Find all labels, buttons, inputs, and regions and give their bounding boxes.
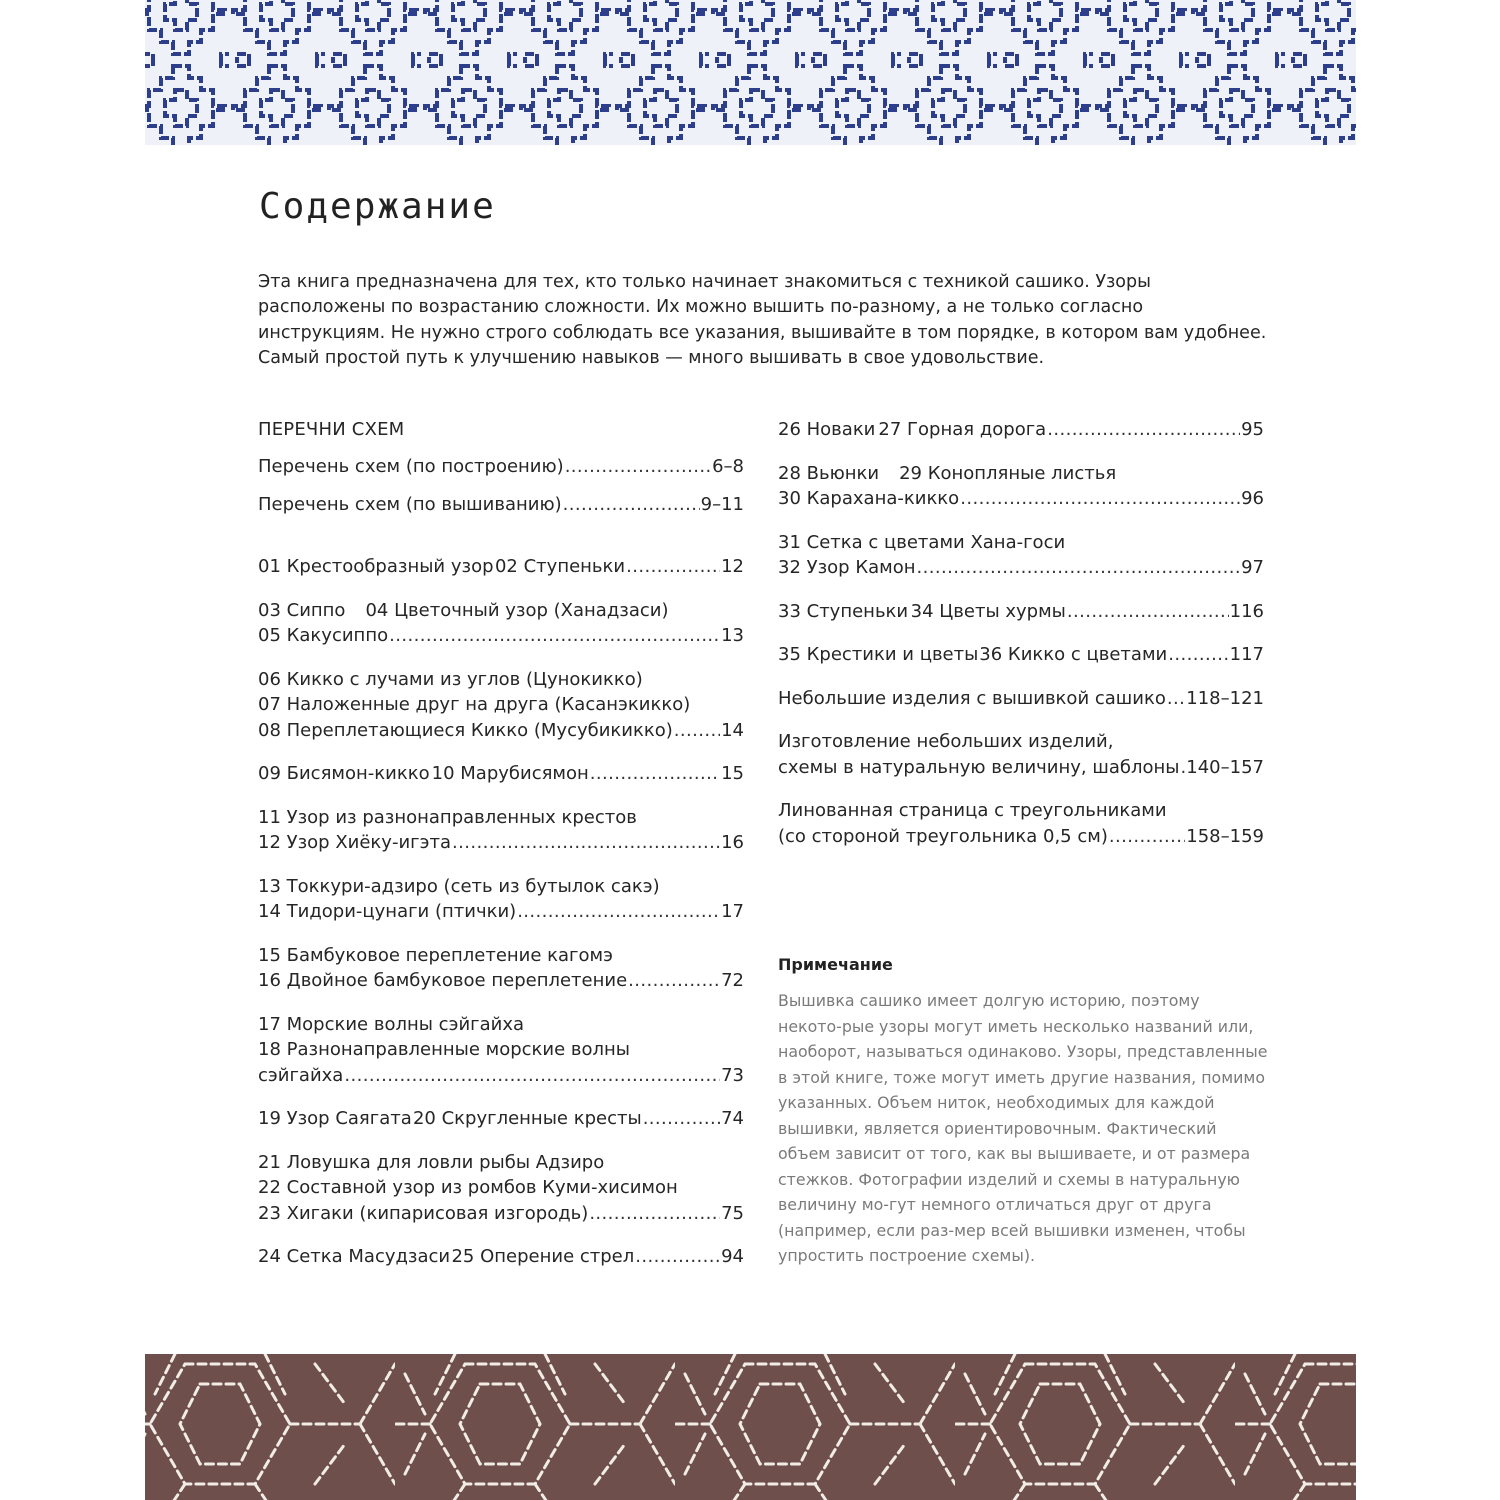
dot-leader xyxy=(517,899,720,925)
page-number: 75 xyxy=(721,1202,744,1224)
toc-label: (со стороной треугольника 0,5 см) xyxy=(778,825,1108,847)
dot-leader xyxy=(563,492,700,518)
dot-leader xyxy=(1067,599,1229,625)
page-number: 118–121 xyxy=(1186,687,1264,709)
dot-leader xyxy=(1168,642,1228,668)
dot-leader xyxy=(590,761,720,787)
dot-leader xyxy=(565,454,711,480)
pattern-title: 28 Вьюнки xyxy=(778,462,880,484)
pattern-title: 05 Какусиппо xyxy=(258,625,389,646)
page-number: 13 xyxy=(721,625,744,646)
pattern-title: 11 Узор из разнонаправленных крестов xyxy=(258,806,637,828)
dot-leader xyxy=(626,554,720,580)
pattern-title: 01 Крестообразный узор xyxy=(258,556,494,577)
dot-leader xyxy=(643,1106,720,1132)
page-number: 96 xyxy=(1241,488,1264,509)
pattern-title: 33 Ступеньки xyxy=(778,600,909,622)
page-number: 14 xyxy=(721,719,744,741)
pattern-title: 18 Разнонаправленные морские волны xyxy=(258,1039,631,1060)
page-number: 12 xyxy=(721,556,744,577)
dot-leader xyxy=(1180,755,1185,781)
pattern-title: 09 Бисямон-кикко xyxy=(258,763,430,784)
page-number: 17 xyxy=(721,901,744,922)
pattern-title: 15 Бамбуковое переплетение кагомэ xyxy=(258,944,613,966)
page-number: 116 xyxy=(1229,600,1264,622)
toc-entry[interactable] xyxy=(258,805,744,856)
pattern-title: 04 Цветочный узор (Ханадзаси) xyxy=(365,599,669,621)
page-number: 158–159 xyxy=(1186,825,1264,847)
pattern-title: 27 Горная дорога xyxy=(878,419,1047,440)
pattern-title: 13 Токкури-адзиро (сеть из бутылок сакэ) xyxy=(258,875,660,897)
page-number: 117 xyxy=(1229,644,1264,665)
top-sashiko-banner xyxy=(145,0,1356,145)
dot-leader xyxy=(1109,824,1185,850)
toc-entry[interactable] xyxy=(258,554,744,580)
pattern-title: 02 Ступеньки xyxy=(494,556,626,577)
toc-entry[interactable] xyxy=(778,530,1264,581)
page-number: 16 xyxy=(721,832,744,853)
toc-entry-list-construction[interactable] xyxy=(258,454,744,480)
toc-entry[interactable] xyxy=(258,1150,744,1227)
dot-leader xyxy=(1047,417,1240,443)
page-number: 72 xyxy=(721,970,744,991)
dot-leader xyxy=(917,555,1241,581)
dot-leader xyxy=(960,486,1240,512)
pattern-title: 07 Наложенные друг на друга (Касанэкикко) xyxy=(258,694,691,715)
pattern-title: 08 Переплетающиеся Кикко (Мусубикикко) xyxy=(258,719,673,741)
dot-leader xyxy=(628,968,720,994)
pattern-title: 29 Конопляные листья xyxy=(899,462,1117,484)
toc-label: Перечень схем (по вышиванию) xyxy=(258,493,562,515)
pattern-title: 17 Морские волны сэйгайха xyxy=(258,1013,525,1035)
page-number: 95 xyxy=(1241,419,1264,440)
page-number: 9–11 xyxy=(700,493,744,515)
pattern-title: 12 Узор Хиёку-игэта xyxy=(258,832,451,853)
toc-entry[interactable] xyxy=(258,1106,744,1132)
dot-leader xyxy=(674,718,720,744)
toc-label: Перечень схем (по построению) xyxy=(258,456,564,477)
pattern-title: 23 Хигаки (кипарисовая изгородь) xyxy=(258,1202,589,1224)
pattern-title: 30 Карахана-кикко xyxy=(778,488,960,509)
toc-entry-list-stitching[interactable] xyxy=(258,492,744,518)
page-number: 74 xyxy=(721,1108,744,1129)
pattern-title: 26 Новаки xyxy=(778,419,876,440)
section-heading: ПЕРЕЧНИ СХЕМ xyxy=(258,419,405,440)
pattern-title: 06 Кикко с лучами из углов (Цунокикко) xyxy=(258,668,643,690)
toc-entry[interactable] xyxy=(778,417,1264,443)
toc-entry[interactable] xyxy=(258,943,744,994)
toc-entry[interactable] xyxy=(778,461,1264,512)
toc-entry[interactable] xyxy=(258,667,744,744)
note-text: Вышивка сашико имеет долгую историю, поэтому некото-рые узоры могут иметь несколько названий или, наоборот, называться одинаково. Узоры, представленные в этой книге, тоже могут иметь другие названия, помимо указанных. Объем ниток, необходимых для каждой вышивки, является ориентировочным. Фактический объем зависит от того, как вы вышиваете, и от размера стежков. Фотографии изделий и схемы в натуральную величину мо-гут немного отличаться друг от друга (например, если раз-мер всей вышивки изменен, чтобы упростить построение схемы). xyxy=(778,991,1268,1265)
toc-entry-lined-page[interactable] xyxy=(778,798,1264,849)
toc-entry-making-items[interactable] xyxy=(778,729,1264,780)
toc-label: Линованная страница с треугольниками xyxy=(778,800,1167,821)
dot-leader xyxy=(1167,686,1185,712)
pattern-title: 14 Тидори-цунаги (птички) xyxy=(258,901,517,922)
note-block xyxy=(778,952,1268,1269)
page-number: 94 xyxy=(721,1246,744,1267)
toc-entry[interactable] xyxy=(778,599,1264,625)
toc-entry[interactable] xyxy=(258,1012,744,1089)
toc-entry[interactable] xyxy=(258,874,744,925)
toc-entry[interactable] xyxy=(258,598,744,649)
intro-paragraph: Эта книга предназначена для тех, кто только начинает знакомиться с техникой сашико. Узоры расположены по возрастанию сложности. Их можно вышить по-разному, а не только согласно инструкциям. Не нужно строго соблюдать все указания, вышивайте в том порядке, в котором вам удобнее. Самый простой путь к улучшению навыков — много вышивать в свое удовольствие. xyxy=(258,272,1267,368)
dot-leader xyxy=(452,830,720,856)
pattern-title: 31 Сетка с цветами Хана-госи xyxy=(778,531,1066,553)
page-title: Содержание xyxy=(259,186,496,227)
pattern-title: сэйгайха xyxy=(258,1064,344,1086)
pattern-title: 21 Ловушка для ловли рыбы Адзиро xyxy=(258,1151,605,1173)
pattern-title: 25 Оперение стрел xyxy=(451,1246,635,1267)
pattern-title: 34 Цветы хурмы xyxy=(910,600,1066,622)
toc-entry[interactable] xyxy=(258,1244,744,1270)
pattern-title: 36 Кикко с цветами xyxy=(979,644,1168,665)
pattern-title: 35 Крестики и цветы xyxy=(778,644,979,665)
page-number: 97 xyxy=(1241,557,1264,578)
pattern-title: 22 Составной узор из ромбов Куми-хисимон xyxy=(258,1177,678,1198)
pattern-title: 16 Двойное бамбуковое переплетение xyxy=(258,970,628,991)
brown-sashiko-pattern xyxy=(145,1354,1356,1500)
toc-entry-small-items[interactable] xyxy=(778,686,1264,712)
page-number: 6–8 xyxy=(712,456,744,477)
blue-sashiko-pattern xyxy=(145,0,1356,145)
pattern-title: 32 Узор Камон xyxy=(778,557,916,578)
dot-leader xyxy=(589,1201,720,1227)
pattern-title: 03 Сиппо xyxy=(258,599,346,621)
toc-entry[interactable] xyxy=(258,761,744,787)
bottom-sashiko-banner xyxy=(145,1354,1356,1500)
page-number: 73 xyxy=(721,1064,744,1086)
dot-leader xyxy=(344,1063,720,1089)
dot-leader xyxy=(389,623,720,649)
toc-left-column xyxy=(258,417,744,1270)
pattern-title: 19 Узор Саягата xyxy=(258,1108,412,1129)
pattern-title: 10 Марубисямон xyxy=(431,763,589,784)
dot-leader xyxy=(635,1244,720,1270)
pattern-title: 20 Скругленные кресты xyxy=(412,1108,642,1129)
toc-entry[interactable] xyxy=(778,642,1264,668)
pattern-title: 24 Сетка Масудзаси xyxy=(258,1246,451,1267)
note-title: Примечание xyxy=(778,955,893,974)
toc-right-column xyxy=(778,417,1264,849)
page-number: 140–157 xyxy=(1186,756,1264,778)
toc-label: Небольшие изделия с вышивкой сашико xyxy=(778,687,1166,709)
toc-label: Изготовление небольших изделий, xyxy=(778,731,1114,752)
page-number: 15 xyxy=(721,763,744,784)
toc-label: схемы в натуральную величину, шаблоны xyxy=(778,756,1180,778)
